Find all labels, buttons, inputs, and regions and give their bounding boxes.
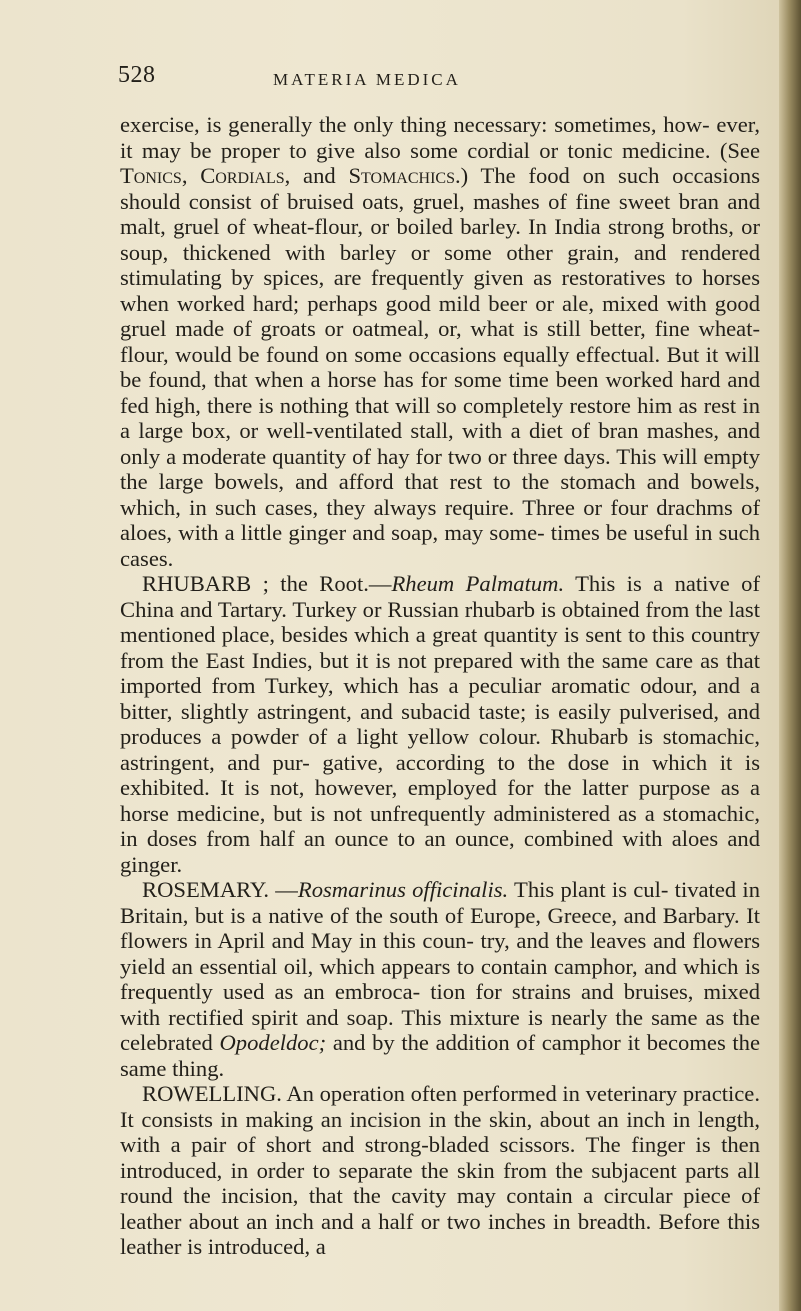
latin-name-rhubarb: Rheum Palmatum. xyxy=(391,571,565,596)
paragraph-exercise xyxy=(120,112,760,571)
cross-reference-tonics: Tonics xyxy=(120,163,182,188)
entry-text-rosemary: This plant is cul- tivated in Britain, but is a native of the south of Europe, Greece, and Barbary. It flowers in April and May in this coun- try, and the leaves and flowers yield an essential oil, which appears to contain camphor, and which is frequently used as an embroca- tion for strains and bruises, mixed with rectified spirit and soap. This mixture is nearly the same as the celebrated xyxy=(120,877,760,1055)
running-head: MATERIA MEDICA xyxy=(273,70,461,89)
entry-rosemary xyxy=(120,877,760,1081)
separator: , and xyxy=(284,163,349,188)
entry-heading-rowelling: ROWELLING. xyxy=(142,1081,282,1106)
entry-rowelling xyxy=(120,1081,760,1260)
page-header xyxy=(118,62,758,102)
page-edge-shadow xyxy=(779,0,801,1311)
page-number: 528 xyxy=(118,62,156,88)
term-opodeldoc: Opodeldoc; xyxy=(219,1030,327,1055)
entry-text-rhubarb: This is a native of China and Tartary. Turkey or Russian rhubarb is obtained from the last mentioned place, besides which a great quantity is sent to this country from the East Indies, but it is not prepared with the same care as that imported from Turkey, which has a peculiar aromatic odour, and a bitter, slightly astringent, and subacid taste; is easily pulverised, and produces a powder of a light yellow colour. Rhubarb is stomachic, astringent, and pur- gative, according to the dose in which it is exhibited. It is not, however, employed for the latter purpose as a horse medicine, but is not unfrequently administered as a stomachic, in doses from half an ounce to an ounce, combined with aloes and ginger. xyxy=(120,571,760,877)
entry-text-rosemary-end: and by the addition of camphor it becomes the same thing. xyxy=(120,1030,760,1081)
entry-heading-rhubarb: RHUBARB ; the Root.— xyxy=(142,571,392,596)
cross-reference-cordials: Cordials xyxy=(200,163,285,188)
body-text xyxy=(120,112,760,1260)
entry-rhubarb xyxy=(120,571,760,877)
entry-heading-rosemary: ROSEMARY. — xyxy=(142,877,298,902)
cross-reference-stomachics: Stomachics xyxy=(348,163,455,188)
paragraph-text: exercise, is generally the only thing necessary: sometimes, how- ever, it may be proper to give also some cordial or tonic medicine. (See xyxy=(120,112,760,163)
separator: , xyxy=(181,163,201,188)
latin-name-rosemary: Rosmarinus officinalis. xyxy=(297,877,509,902)
entry-text-rowelling: An operation often performed in veterinary practice. It consists in making an incision in the skin, about an inch in length, with a pair of short and strong-bladed scissors. The finger is then introduced, in order to separate the skin from the subjacent parts all round the incision, that the cavity may contain a circular piece of leather about an inch and a half or two inches in breadth. Before this leather is introduced, a xyxy=(120,1081,760,1259)
paragraph-text: .) The food on such occasions should consist of bruised oats, gruel, mashes of fine sweet bran and malt, gruel of wheat-flour, or boiled barley. In India strong broths, or soup, thickened with barley or some other grain, and rendered stimulating by spices, are frequently given as restoratives to horses when worked hard; perhaps good mild beer or ale, mixed with good gruel made of groats or oatmeal, or, what is still better, fine wheat-flour, would be found on some occasions equally effectual. But it will be found, that when a horse has for some time been worked hard and fed high, there is nothing that will so completely restore him as rest in a large box, or well-ventilated stall, with a diet of bran mashes, and only a moderate quantity of hay for two or three days. This will empty the large bowels, and afford that rest to the stomach and bowels, which, in such cases, they always require. Three or four drachms of aloes, with a little ginger and soap, may some- times be useful in such cases. xyxy=(120,163,760,571)
